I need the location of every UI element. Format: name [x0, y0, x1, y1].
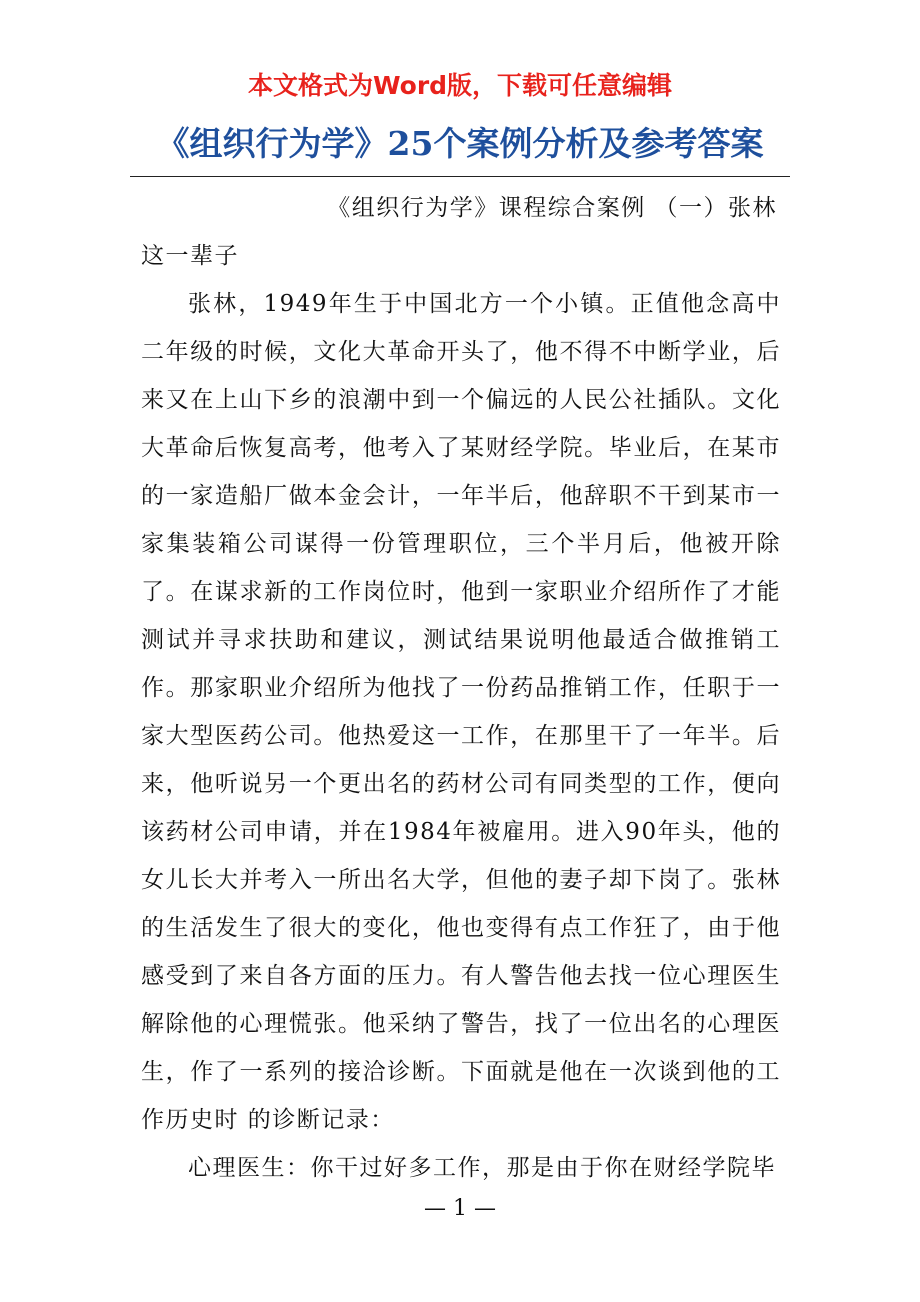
- format-notice-banner: 本文格式为Word版，下载可任意编辑: [247, 71, 673, 100]
- document-title: 《组织行为学》25个案例分析及参考答案: [156, 124, 764, 163]
- body-paragraph: 心理医生：你干过好多工作，那是由于你在财经学院毕: [188, 1155, 776, 1181]
- case-header: 《组织行为学》课程综合案例 （一）张林: [327, 195, 777, 221]
- body-paragraph: 张林，1949年生于中国北方一个小镇。正值他念高中二年级的时候，文化大革命开头了，他不得不中断学业，后来又在上山下乡的浪潮中到一个偏远的人民公社插队。文化大革命后恢复高考，他考入了某财经学院。毕业后，在某市的一家造船厂做本金会计，一年半后，他辞职不干到某市一家集装箱公司谋得一份管理职位，三个半月后，他被开除了。在谋求新的工作岗位时，他到一家职业介绍所作了才能测试并寻求扶助和建议，测试结果说明他最适合做推销工作。那家职业介绍所为他找了一份药品推销工作，任职于一家大型医药公司。他热爱这一工作，在那里干了一年半。后来，他听说另一个更出名的药材公司有同类型的工作，便向该药材公司申请，并在1984年被雇用。进入90年头，他的女儿长大并考入一所出名大学，但他的妻子却下岗了。张林的生活发生了很大的变化，他也变得有点工作狂了，由于他感受到了来自各方面的压力。有人警告他去找一位心理医生解除他的心理慌张。他采纳了警告，找了一位出名的心理医生，作了一系列的接洽诊断。下面就是他在一次谈到他的工作历史时 的诊断记录：: [141, 291, 781, 1133]
- page-number: — 1 —: [424, 1196, 496, 1221]
- document-body: [141, 184, 781, 1192]
- title-divider: [130, 176, 790, 177]
- case-subtitle: 这一辈子: [141, 243, 239, 269]
